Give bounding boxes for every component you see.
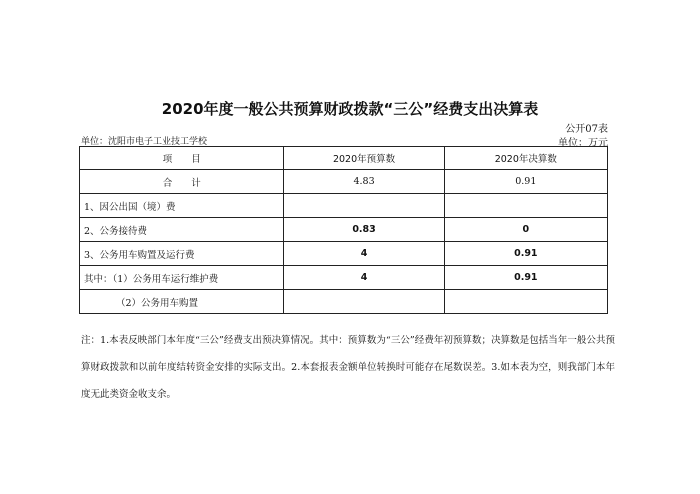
row-label: 3、公务用车购置及运行费	[80, 242, 284, 266]
row-actual: 0.91	[444, 242, 607, 266]
table-row	[80, 266, 608, 290]
form-number: 公开07表	[565, 124, 608, 135]
header-budget: 2020年预算数	[284, 147, 444, 170]
total-label: 合 计	[80, 170, 284, 194]
row-label: 其中：（1）公务用车运行维护费	[80, 266, 284, 290]
row-budget	[284, 290, 444, 314]
row-budget: 0.83	[284, 218, 444, 242]
footnote: 注：1.本表反映部门本年度“三公”经费支出预决算情况。其中：预算数为“三公”经费年初预算数；决算数是包括当年一般公共预算财政拨款和以前年度结转资金安排的实际支出。2.本套报表金额单位转换时可能存在尾数误差。3.如本表为空，则我部门本年度无此类资金收支余。	[81, 335, 615, 400]
total-row	[80, 170, 608, 194]
header-item: 项 目	[80, 147, 284, 170]
row-budget	[284, 194, 444, 218]
table-row	[80, 218, 608, 242]
unit-label: 单位：万元	[558, 138, 608, 149]
row-actual	[444, 194, 607, 218]
table-header-row	[80, 147, 608, 170]
header-actual: 2020年决算数	[444, 147, 607, 170]
total-budget: 4.83	[284, 170, 444, 194]
table-row	[80, 194, 608, 218]
table-row	[80, 290, 608, 314]
table-row	[80, 242, 608, 266]
row-label: （2）公务用车购置	[80, 290, 284, 314]
expenditure-table	[79, 146, 608, 314]
row-label: 1、因公出国（境）费	[80, 194, 284, 218]
row-budget: 4	[284, 242, 444, 266]
organization-label: 单位：沈阳市电子工业技工学校	[81, 137, 208, 147]
row-label: 2、公务接待费	[80, 218, 284, 242]
document-title: 2020年度一般公共预算财政拨款“三公”经费支出决算表	[161, 100, 539, 118]
row-actual: 0.91	[444, 266, 607, 290]
row-actual: 0	[444, 218, 607, 242]
total-actual: 0.91	[444, 170, 607, 194]
row-actual	[444, 290, 607, 314]
row-budget: 4	[284, 266, 444, 290]
